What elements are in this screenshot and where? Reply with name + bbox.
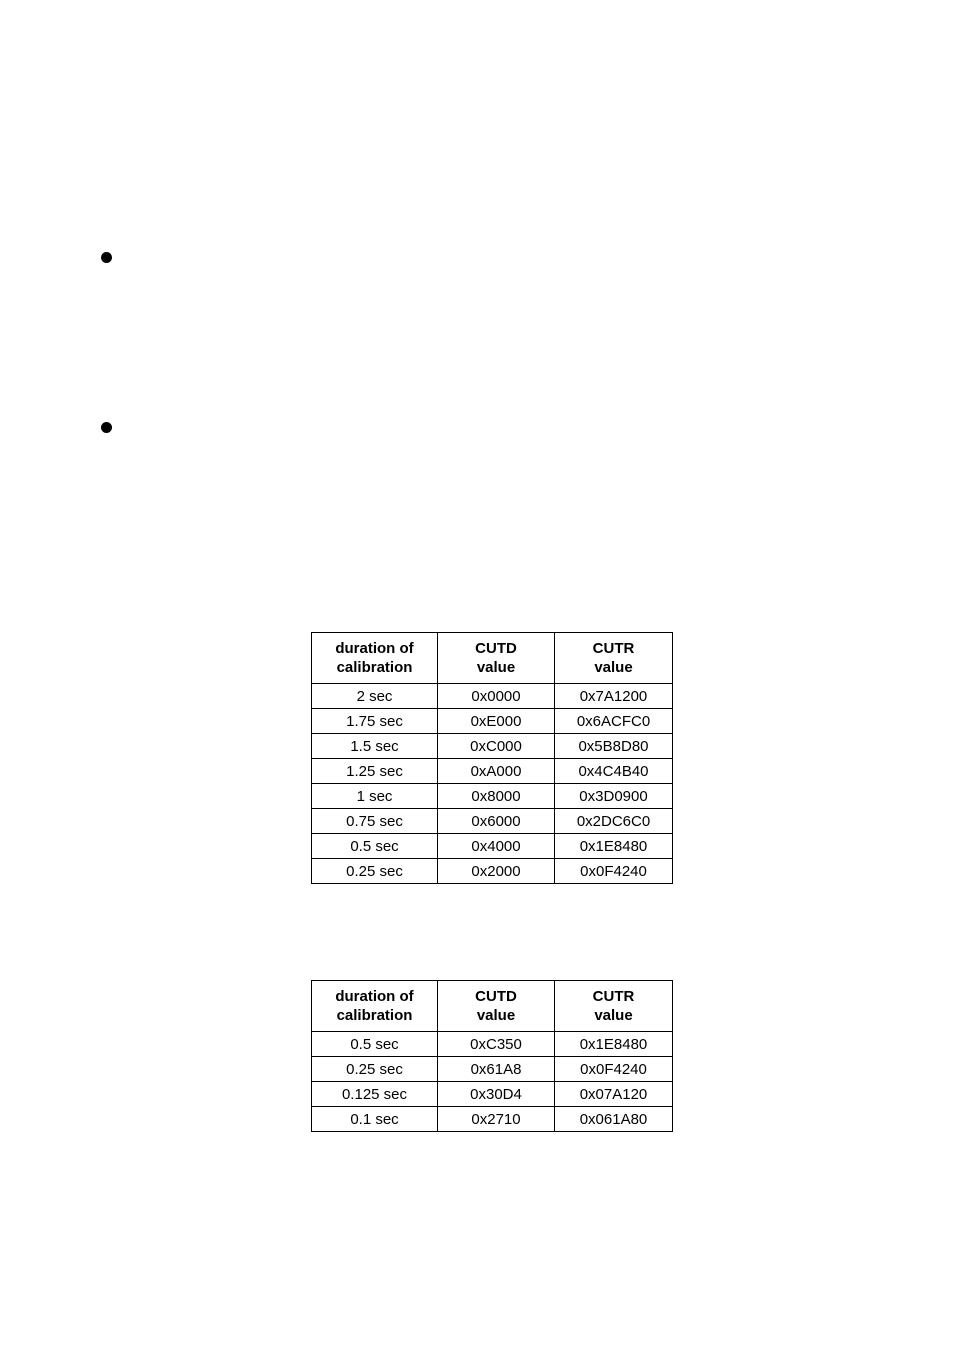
cell-duration: 0.125 sec	[312, 1082, 438, 1107]
header-cutd	[438, 633, 555, 684]
header-cutr	[555, 981, 673, 1032]
header-line: CUTR	[592, 988, 635, 1005]
header-duration	[312, 981, 438, 1032]
table-row	[312, 709, 673, 734]
table-row	[312, 1057, 673, 1082]
cell-duration: 0.5 sec	[312, 834, 438, 859]
cell-cutd: 0x2710	[438, 1107, 555, 1132]
cell-cutr: 0x7A1200	[555, 684, 673, 709]
cell-duration: 2 sec	[312, 684, 438, 709]
header-line: value	[594, 1007, 633, 1024]
calibration-table-2	[311, 980, 673, 1132]
cell-cutr: 0x5B8D80	[555, 734, 673, 759]
header-line: calibration	[336, 659, 413, 676]
cell-cutd: 0xE000	[438, 709, 555, 734]
calibration-table-1	[311, 632, 673, 884]
bullet-point	[101, 422, 112, 433]
cell-duration: 1.25 sec	[312, 759, 438, 784]
table-row	[312, 1082, 673, 1107]
header-line: CUTD	[475, 988, 517, 1005]
table-row	[312, 834, 673, 859]
table-body	[312, 1032, 673, 1132]
table-row	[312, 1032, 673, 1057]
table-row	[312, 734, 673, 759]
table-header	[312, 981, 673, 1032]
header-line: value	[476, 1007, 516, 1024]
header-row	[312, 981, 673, 1032]
cell-cutr: 0x3D0900	[555, 784, 673, 809]
header-line: calibration	[336, 1007, 413, 1024]
cell-cutd: 0x4000	[438, 834, 555, 859]
table-row	[312, 809, 673, 834]
cell-cutd: 0x8000	[438, 784, 555, 809]
cell-duration: 0.5 sec	[312, 1032, 438, 1057]
cell-duration: 0.25 sec	[312, 1057, 438, 1082]
cell-duration: 0.1 sec	[312, 1107, 438, 1132]
header-line: CUTD	[475, 640, 517, 657]
cell-cutr: 0x1E8480	[555, 834, 673, 859]
header-row	[312, 633, 673, 684]
header-duration	[312, 633, 438, 684]
cell-cutr: 0x0F4240	[555, 859, 673, 884]
cell-cutd: 0xA000	[438, 759, 555, 784]
cell-cutr: 0x07A120	[555, 1082, 673, 1107]
cell-cutr: 0x6ACFC0	[555, 709, 673, 734]
cell-cutd: 0xC350	[438, 1032, 555, 1057]
cell-cutr: 0x1E8480	[555, 1032, 673, 1057]
cell-cutr: 0x4C4B40	[555, 759, 673, 784]
table-row	[312, 784, 673, 809]
cell-duration: 0.25 sec	[312, 859, 438, 884]
cell-duration: 1.75 sec	[312, 709, 438, 734]
cell-cutd: 0x6000	[438, 809, 555, 834]
cell-cutd: 0x61A8	[438, 1057, 555, 1082]
cell-cutd: 0x30D4	[438, 1082, 555, 1107]
header-line: value	[476, 659, 516, 676]
cell-cutr: 0x0F4240	[555, 1057, 673, 1082]
header-line: CUTR	[592, 640, 635, 657]
header-line: duration of	[335, 988, 414, 1005]
header-line: duration of	[335, 640, 414, 657]
cell-cutd: 0x2000	[438, 859, 555, 884]
cell-duration: 1.5 sec	[312, 734, 438, 759]
header-cutd	[438, 981, 555, 1032]
cell-duration: 0.75 sec	[312, 809, 438, 834]
cell-cutd: 0x0000	[438, 684, 555, 709]
header-cutr	[555, 633, 673, 684]
table-row	[312, 1107, 673, 1132]
bullet-point	[101, 252, 112, 263]
table-row	[312, 859, 673, 884]
cell-cutd: 0xC000	[438, 734, 555, 759]
cell-cutr: 0x2DC6C0	[555, 809, 673, 834]
table-header	[312, 633, 673, 684]
table-row	[312, 759, 673, 784]
table-body	[312, 684, 673, 884]
table-row	[312, 684, 673, 709]
cell-duration: 1 sec	[312, 784, 438, 809]
cell-cutr: 0x061A80	[555, 1107, 673, 1132]
header-line: value	[594, 659, 633, 676]
